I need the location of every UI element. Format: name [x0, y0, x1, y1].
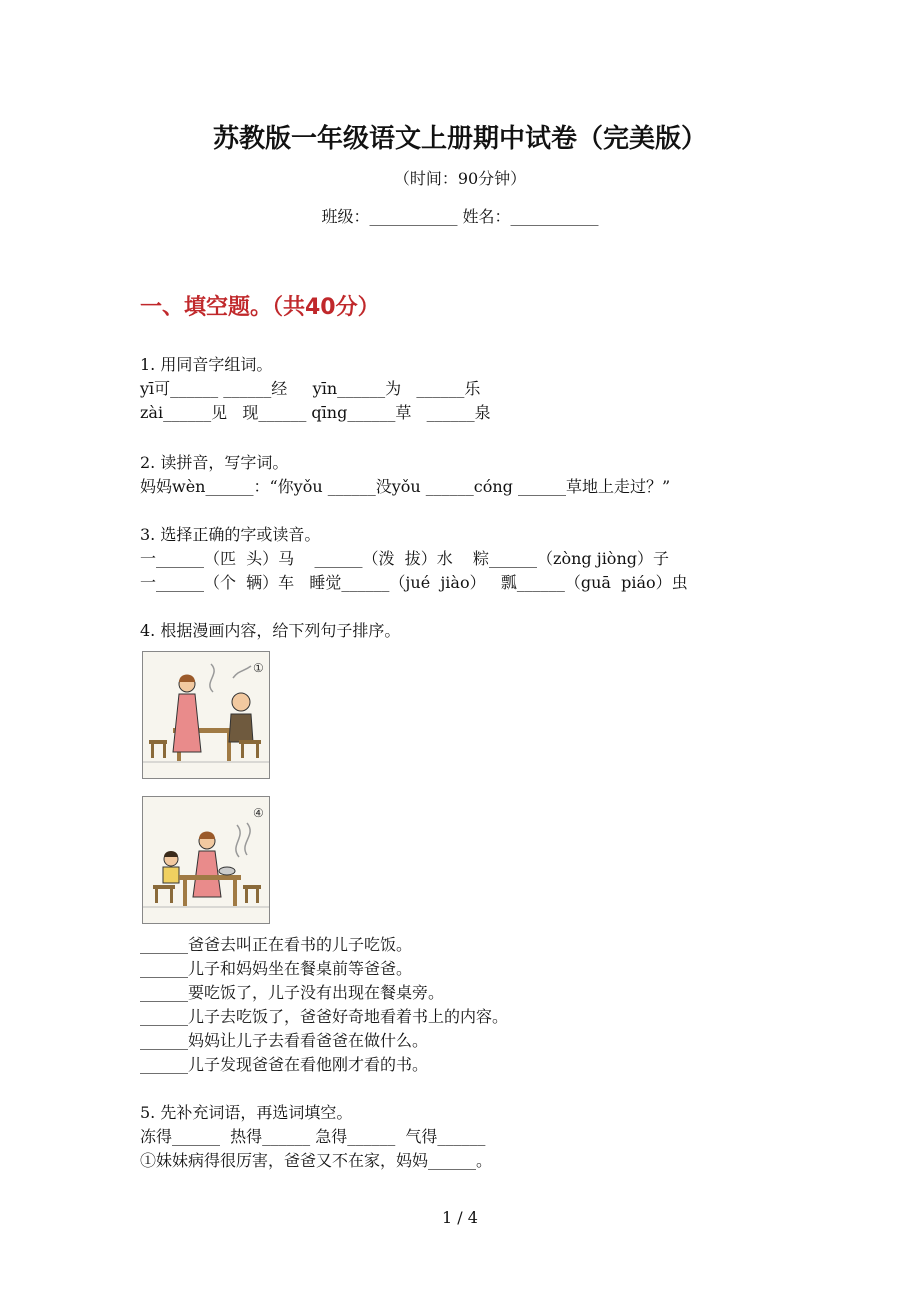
time-note: （时间：90分钟）	[393, 169, 527, 188]
q2-prompt: 2. 读拼音，写字词。	[140, 453, 289, 472]
panel-number-2: ④	[253, 806, 264, 820]
q4-sentence: ______爸爸去叫正在看书的儿子吃饭。	[140, 935, 413, 954]
q2-line-1: 妈妈wèn______：“你yǒu ______没yǒu ______cóng ______草地上走过？”	[140, 477, 671, 496]
q4-sentence: ______妈妈让儿子去看看爸爸在做什么。	[140, 1031, 429, 1050]
section-heading: 一、填空题。（共40分）	[140, 295, 380, 320]
class-name-line: 班级：___________ 姓名：___________	[321, 207, 599, 226]
comic-panel-2	[142, 796, 270, 924]
q3-prompt: 3. 选择正确的字或读音。	[140, 525, 321, 544]
q1-prompt: 1. 用同音字组词。	[140, 355, 273, 374]
q4-prompt: 4. 根据漫画内容，给下列句子排序。	[140, 621, 401, 640]
q3-line-2: 一______（个 辆）车 睡觉______（jué jiào） 瓢______（guā piáo）虫	[140, 573, 688, 592]
comic-panel-1	[142, 651, 270, 779]
q5-line-1: 冻得______ 热得______ 急得______ 气得______	[140, 1127, 486, 1146]
q3-line-1: 一______（匹 头）马 ______（泼 拔）水 粽______（zòng jiòng）子	[140, 549, 669, 568]
q1-line-1: yī可______ ______经 yīn______为 ______乐	[140, 379, 481, 398]
q4-sentence: ______儿子发现爸爸在看他刚才看的书。	[140, 1055, 429, 1074]
comic-illustration-1	[143, 652, 269, 778]
comic-illustration-2	[143, 797, 269, 923]
page-number: 1 / 4	[442, 1208, 478, 1227]
q4-sentence: ______儿子去吃饭了，爸爸好奇地看着书上的内容。	[140, 1007, 509, 1026]
page-title: 苏教版一年级语文上册期中试卷（完美版）	[212, 124, 707, 154]
q5-line-2: ①妹妹病得很厉害，爸爸又不在家，妈妈______。	[140, 1151, 493, 1170]
q4-sentence: ______儿子和妈妈坐在餐桌前等爸爸。	[140, 959, 413, 978]
q1-line-2: zài______见 现______ qīng______草 ______泉	[140, 403, 491, 422]
q5-prompt: 5. 先补充词语，再选词填空。	[140, 1103, 353, 1122]
panel-number-1: ①	[253, 661, 264, 675]
q4-sentence: ______要吃饭了，儿子没有出现在餐桌旁。	[140, 983, 445, 1002]
